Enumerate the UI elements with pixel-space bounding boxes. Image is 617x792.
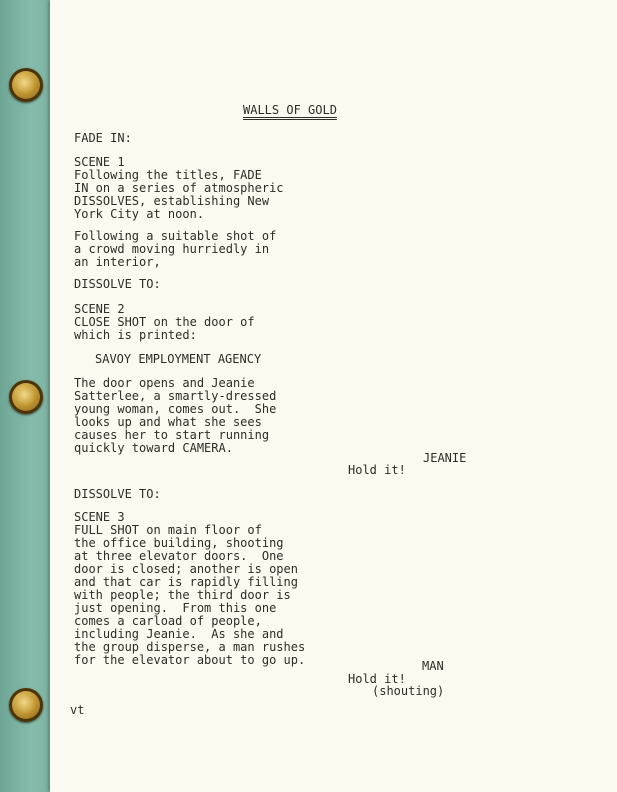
brass-fastener-bottom: [9, 688, 43, 722]
action-line: the group disperse, a man rushes: [74, 640, 306, 654]
action-line: a crowd moving hurriedly in: [74, 242, 270, 256]
action-line: young woman, comes out. She: [74, 402, 277, 416]
fade-in-direction: FADE IN:: [74, 131, 132, 145]
parenthetical-man: (shouting): [372, 684, 445, 698]
action-line: including Jeanie. As she and: [74, 627, 284, 641]
typist-initials: vt: [70, 703, 85, 717]
action-line: and that car is rapidly filling: [74, 575, 298, 589]
action-line: Following a suitable shot of: [74, 229, 277, 243]
action-line: CLOSE SHOT on the door of: [74, 315, 255, 329]
action-line: just opening. From this one: [74, 601, 277, 615]
character-cue-jeanie: JEANIE: [423, 451, 467, 465]
action-line: the office building, shooting: [74, 536, 284, 550]
action-line: for the elevator about to go up.: [74, 653, 306, 667]
action-line: which is printed:: [74, 328, 197, 342]
character-cue-man: MAN: [422, 659, 444, 673]
dialogue-man: Hold it!: [348, 672, 406, 686]
door-sign-text: SAVOY EMPLOYMENT AGENCY: [95, 352, 262, 366]
script-page: [50, 0, 617, 792]
action-line: at three elevator doors. One: [74, 549, 284, 563]
action-line: looks up and what she sees: [74, 415, 262, 429]
scene-1-heading: SCENE 1: [74, 155, 125, 169]
action-line: quickly toward CAMERA.: [74, 441, 233, 455]
action-line: comes a carload of people,: [74, 614, 262, 628]
action-line: with people; the third door is: [74, 588, 291, 602]
brass-fastener-top: [9, 68, 43, 102]
action-line: Satterlee, a smartly-dressed: [74, 389, 277, 403]
dissolve-transition-1: DISSOLVE TO:: [74, 277, 161, 291]
action-line: The door opens and Jeanie: [74, 376, 255, 390]
dialogue-jeanie: Hold it!: [348, 463, 406, 477]
script-title: WALLS OF GOLD: [243, 103, 337, 117]
dissolve-transition-2: DISSOLVE TO:: [74, 487, 161, 501]
brass-fastener-middle: [9, 380, 43, 414]
scene-2-heading: SCENE 2: [74, 302, 125, 316]
action-line: York City at noon.: [74, 207, 205, 221]
action-line: Following the titles, FADE: [74, 168, 262, 182]
action-line: door is closed; another is open: [74, 562, 298, 576]
action-line: an interior,: [74, 255, 161, 269]
action-line: DISSOLVES, establishing New: [74, 194, 270, 208]
action-line: causes her to start running: [74, 428, 270, 442]
action-line: IN on a series of atmospheric: [74, 181, 284, 195]
scene-3-heading: SCENE 3: [74, 510, 125, 524]
action-line: FULL SHOT on main floor of: [74, 523, 262, 537]
